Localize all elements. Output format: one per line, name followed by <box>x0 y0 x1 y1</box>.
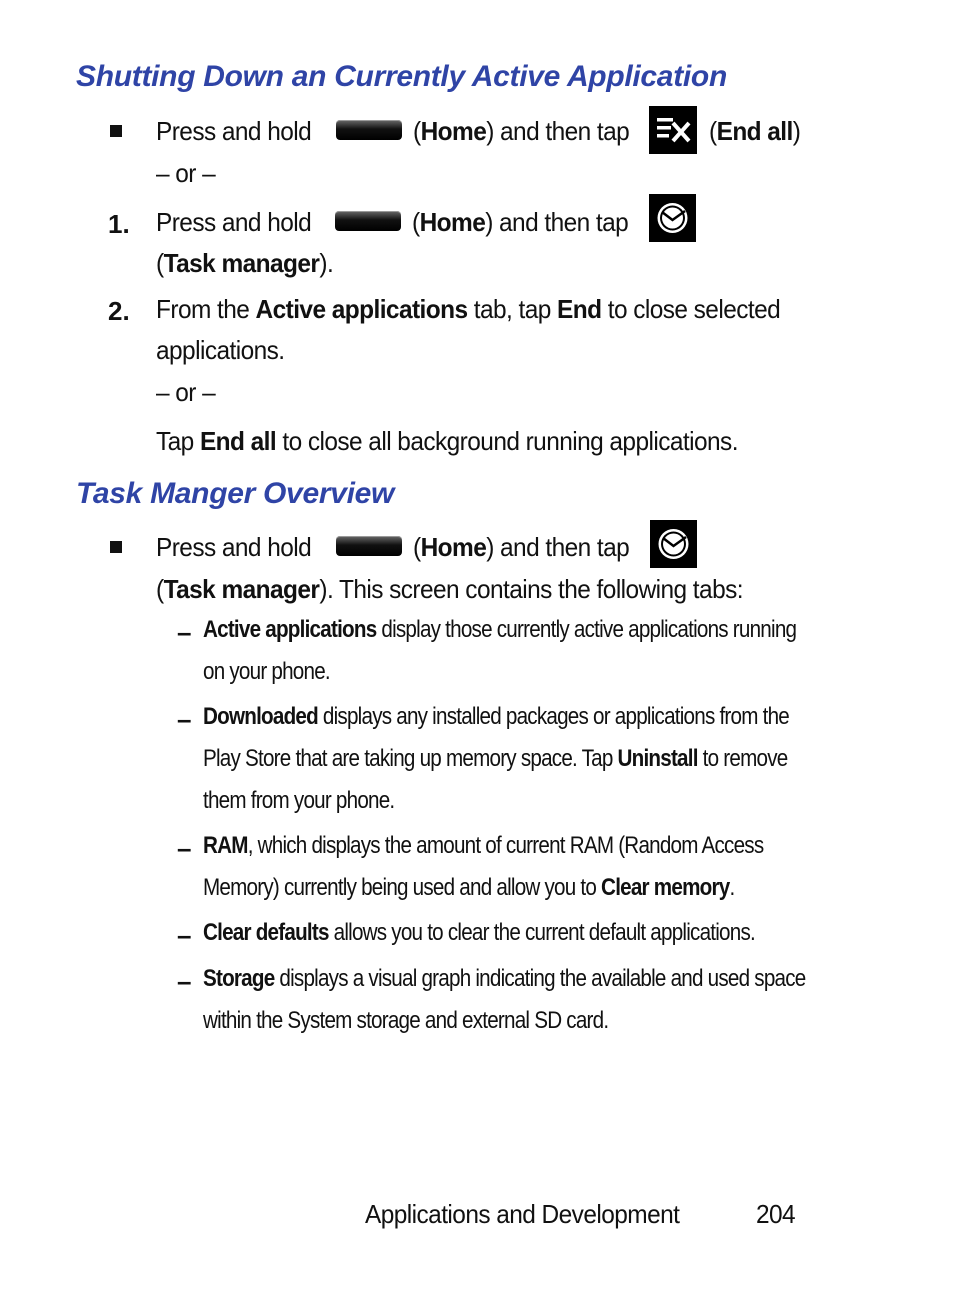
text: Press and hold <box>156 532 312 562</box>
or-separator: – or – <box>156 377 216 407</box>
item-ram <box>203 834 763 858</box>
text: From the <box>156 294 250 324</box>
square-bullet-icon <box>110 541 122 553</box>
item-line: them from your phone. <box>203 787 395 814</box>
text: Memory) currently being used and allow you to <box>203 874 602 901</box>
item-line <box>203 876 734 900</box>
dash-bullet: – <box>177 966 192 996</box>
text: to remove <box>697 745 788 772</box>
active-applications-label: Active applications <box>255 294 468 324</box>
text: ) and then tap <box>485 207 629 237</box>
text: tab, tap <box>473 294 551 324</box>
task-manager-label: Task manager <box>163 248 320 278</box>
text: ( <box>413 116 421 146</box>
s2-bullet-line1 <box>156 534 311 560</box>
text: ). This screen contains the following tabs: <box>319 574 743 604</box>
term: Clear defaults <box>203 919 329 946</box>
uninstall-label: Uninstall <box>617 745 698 772</box>
text: , which displays the amount of current RAM (Random Access <box>247 832 764 859</box>
home-label: Home <box>420 532 487 562</box>
footer-section-title: Applications and Development <box>365 1199 680 1229</box>
item-line <box>203 747 787 771</box>
section-heading-task-manager: Task Manger Overview <box>76 477 395 510</box>
dash-bullet: – <box>177 833 192 863</box>
text: to close all background running applications. <box>282 426 738 456</box>
text: ) and then tap <box>486 532 630 562</box>
step-number: 2. <box>108 296 130 326</box>
dash-bullet: – <box>177 617 192 647</box>
term: Active applications <box>203 616 377 643</box>
s2-home <box>413 534 629 560</box>
text: ). <box>319 248 334 278</box>
text: Press and hold <box>156 116 312 146</box>
step2-line1 <box>156 296 780 322</box>
item-line: within the System storage and external SD card. <box>203 1007 609 1034</box>
text: Press and hold <box>156 207 312 237</box>
home-label-line <box>413 118 629 144</box>
term: RAM <box>203 832 248 859</box>
dash-bullet: – <box>177 920 192 950</box>
step-number: 1. <box>108 209 130 239</box>
or-separator: – or – <box>156 158 216 188</box>
text: ) and then tap <box>486 116 630 146</box>
task-manager-label: Task manager <box>163 574 320 604</box>
end-label: End <box>557 294 602 324</box>
end-all-label-line <box>709 118 800 144</box>
end-all-icon <box>649 106 697 154</box>
s2-bullet-line2 <box>156 576 743 602</box>
page-number: 204 <box>756 1199 796 1229</box>
text: ( <box>156 574 164 604</box>
text: . <box>729 874 735 901</box>
term: Storage <box>203 965 275 992</box>
term: Downloaded <box>203 703 318 730</box>
bullet-end-all-line <box>156 118 311 144</box>
step1-home <box>412 209 628 235</box>
text: displays a visual graph indicating the available and used space <box>274 965 806 992</box>
end-all-label: End all <box>199 426 277 456</box>
home-key-icon <box>336 120 402 140</box>
tap-end-all-line <box>156 428 738 454</box>
text: ) <box>792 116 801 146</box>
task-manager-icon <box>650 520 697 568</box>
text: Play Store that are taking up memory space. Tap <box>203 745 618 772</box>
step2-line2: applications. <box>156 335 285 365</box>
text: display those currently active applications running <box>376 616 797 643</box>
section-heading-shutting-down: Shutting Down an Currently Active Application <box>76 60 727 93</box>
end-all-label: End all <box>716 116 793 146</box>
dash-bullet: – <box>177 704 192 734</box>
square-bullet-icon <box>110 125 122 137</box>
item-storage <box>203 967 805 991</box>
task-manager-icon <box>649 194 696 242</box>
step1-line1 <box>156 209 311 235</box>
text: ( <box>709 116 717 146</box>
text: ( <box>156 248 164 278</box>
home-key-icon <box>335 211 401 231</box>
item-line: on your phone. <box>203 658 330 685</box>
item-downloaded <box>203 705 789 729</box>
text: displays any installed packages or applications from the <box>317 703 789 730</box>
item-clear-defaults <box>203 921 755 945</box>
item-active-applications <box>203 618 796 642</box>
home-label: Home <box>419 207 486 237</box>
home-key-icon <box>336 536 402 556</box>
text: to close selected <box>607 294 781 324</box>
clear-memory-label: Clear memory <box>601 874 730 901</box>
text: ( <box>413 532 421 562</box>
text: Tap <box>156 426 194 456</box>
step1-line2 <box>156 250 333 276</box>
text: ( <box>412 207 420 237</box>
text: allows you to clear the current default applications. <box>328 919 755 946</box>
home-label: Home <box>420 116 487 146</box>
